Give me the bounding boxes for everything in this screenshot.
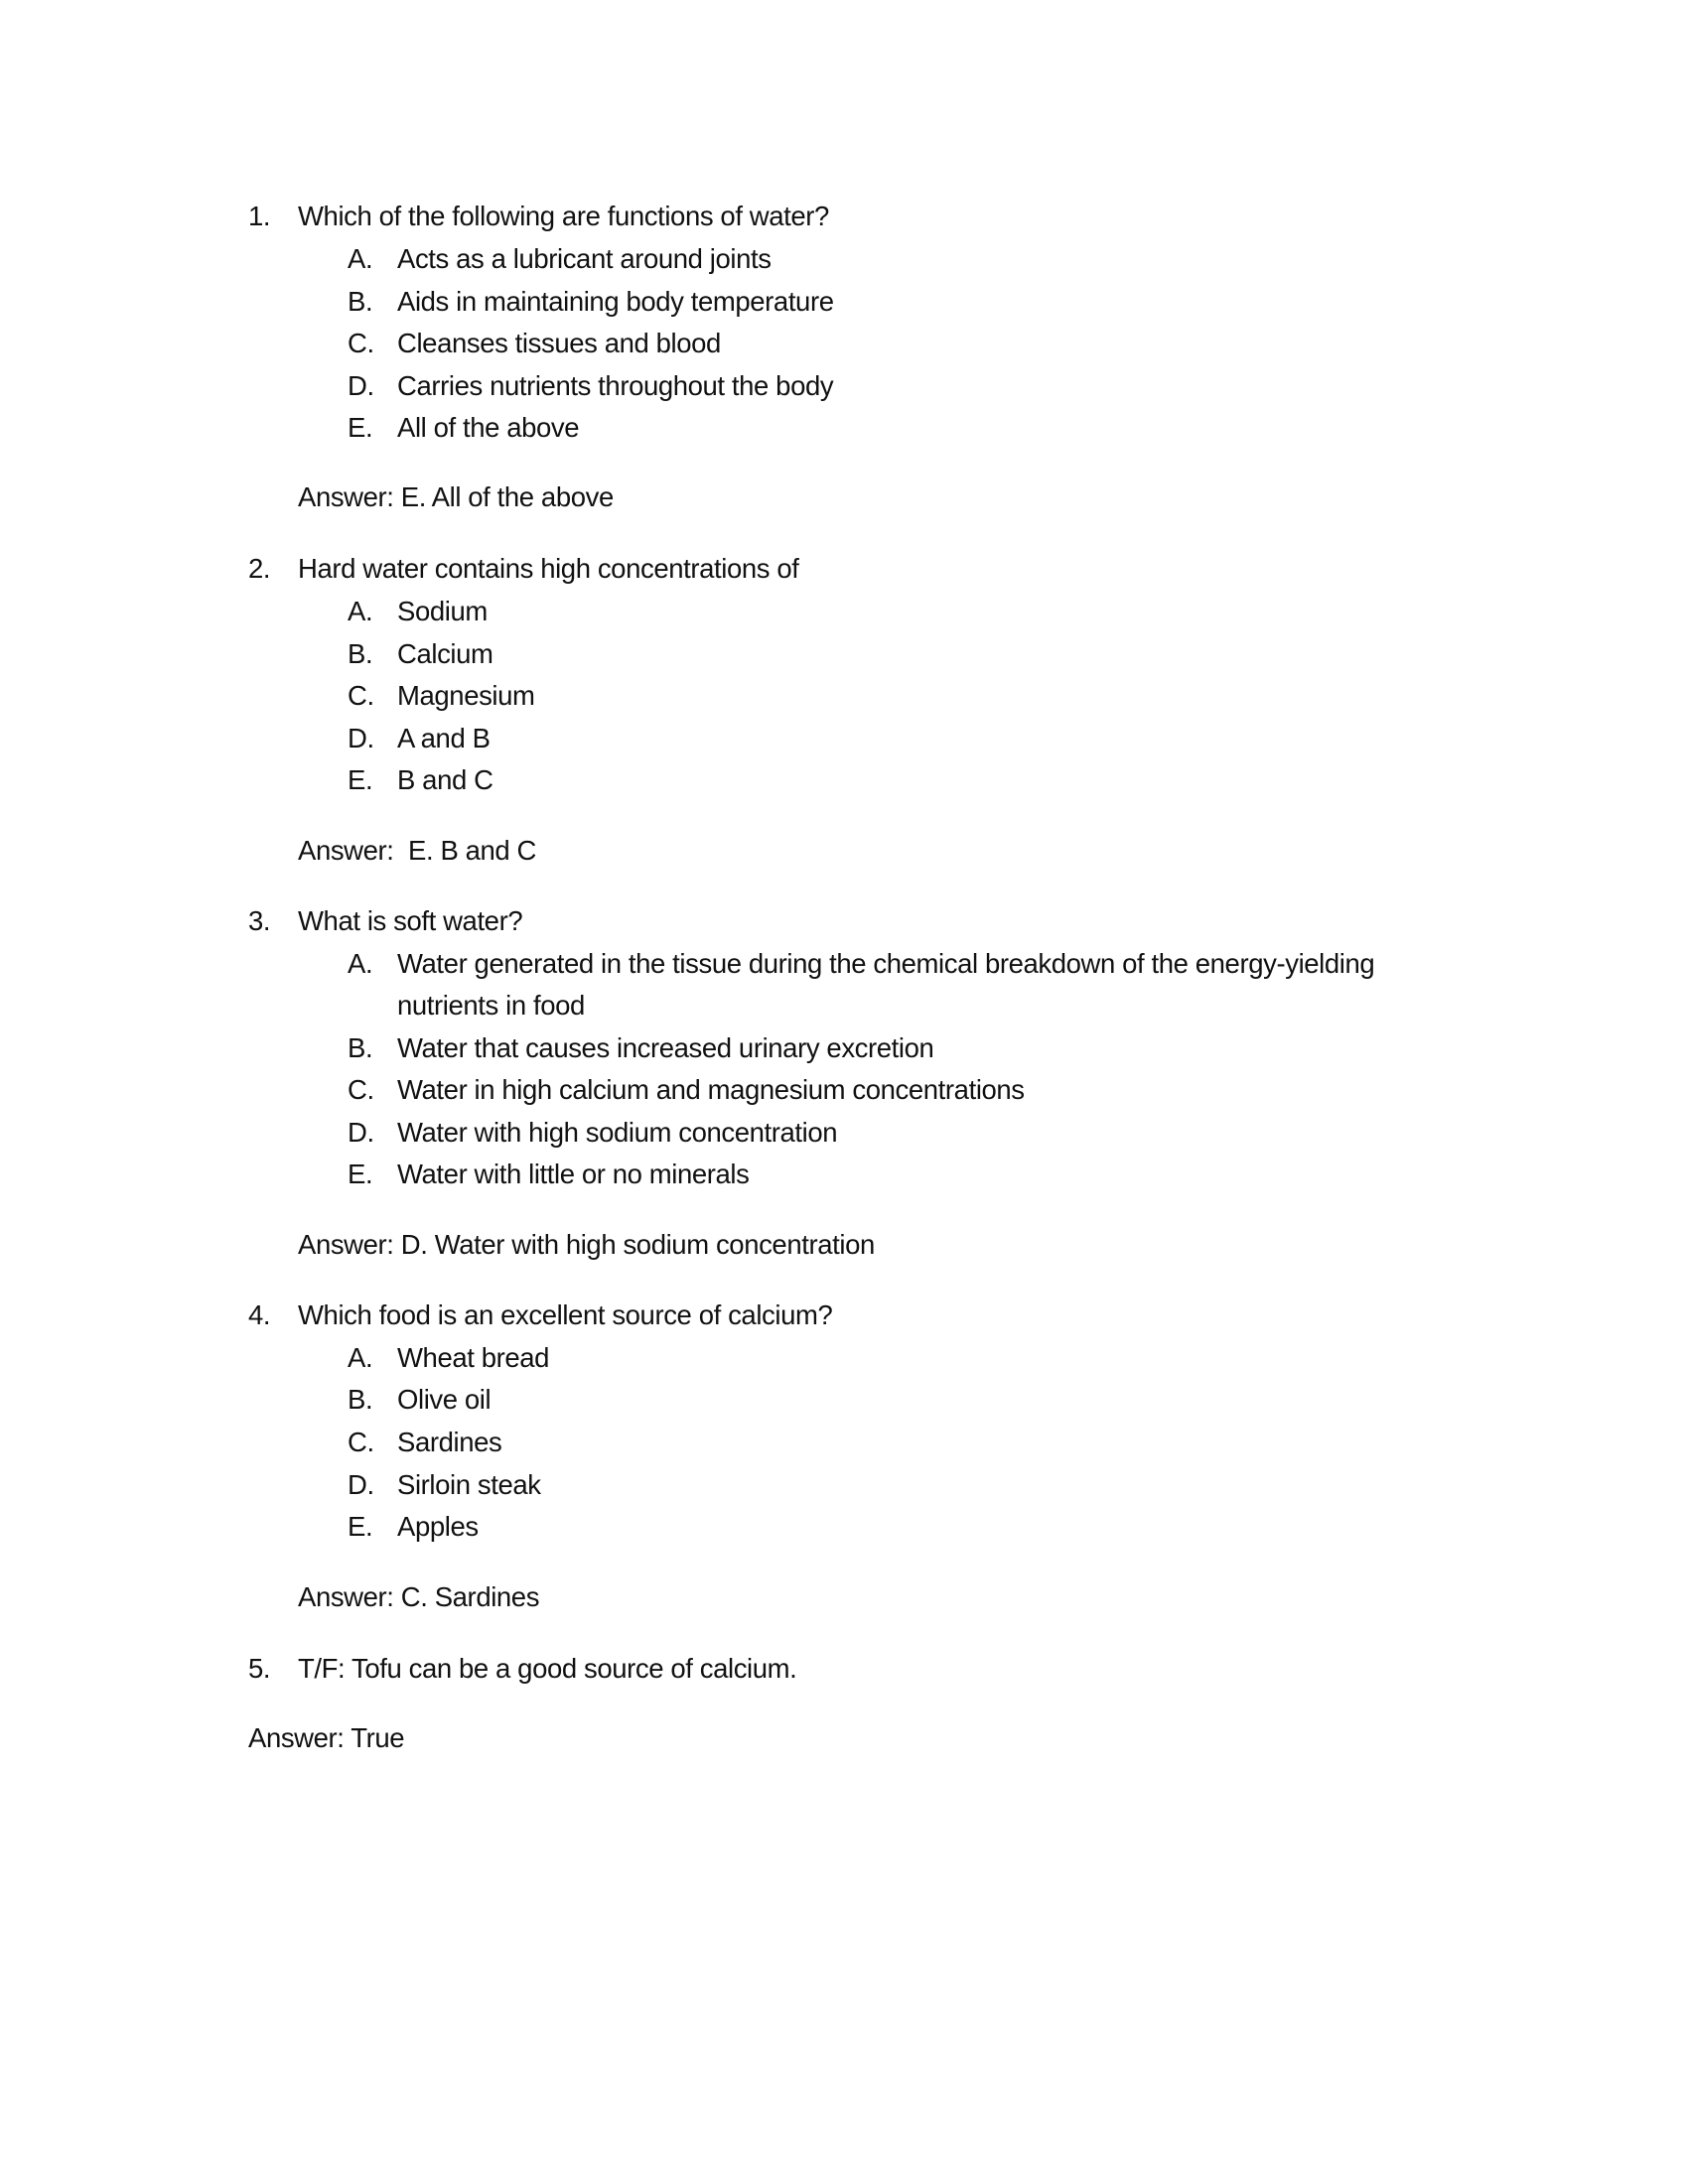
option-text: Apples [397,1511,479,1542]
option-text: Sardines [397,1427,502,1457]
option-text: Carries nutrients throughout the body [397,370,834,401]
question-text: Which food is an excellent source of calcium? [298,1299,833,1330]
option-text: Water with high sodium concentration [397,1117,838,1148]
option-text: Wheat bread [397,1342,550,1373]
option-text: Aids in maintaining body temperature [397,286,834,317]
option-label: E. [348,764,373,795]
question-text: What is soft water? [298,905,523,936]
option-label: D. [348,1469,374,1500]
option-label: C. [348,328,374,358]
option-label: A. [348,948,373,979]
option-label: C. [348,1427,374,1457]
option-label: B. [348,1032,373,1063]
option-text: Sodium [397,596,488,626]
option-text: Water in high calcium and magnesium concentrations [397,1074,1025,1105]
option-label: A. [348,243,373,274]
question-number: 2. [248,553,271,584]
option-label: C. [348,1074,374,1105]
answer-text: Answer: E. B and C [298,835,537,866]
option-text: Olive oil [397,1384,492,1415]
option-label: B. [348,638,373,669]
option-label: B. [348,1384,373,1415]
option-label: A. [348,1342,373,1373]
option-label: A. [348,596,373,626]
option-label: D. [348,723,374,753]
question-number: 1. [248,201,271,231]
option-label: E. [348,412,373,443]
option-label: B. [348,286,373,317]
question-text: Hard water contains high concentrations of [298,553,799,584]
answer-text: Answer: True [248,1722,405,1753]
option-text: nutrients in food [397,990,585,1021]
option-label: C. [348,680,374,711]
question-number: 5. [248,1653,271,1684]
option-text: Water generated in the tissue during the chemical breakdown of the energy-yielding [397,948,1375,979]
question-text: Which of the following are functions of water? [298,201,829,231]
option-text: A and B [397,723,491,753]
question-number: 3. [248,905,271,936]
option-label: D. [348,1117,374,1148]
answer-text: Answer: C. Sardines [298,1581,540,1612]
option-text: B and C [397,764,493,795]
option-text: Sirloin steak [397,1469,541,1500]
answer-text: Answer: D. Water with high sodium concentration [298,1229,875,1260]
answer-text: Answer: E. All of the above [298,481,614,512]
option-text: Acts as a lubricant around joints [397,243,772,274]
option-text: Cleanses tissues and blood [397,328,721,358]
option-text: All of the above [397,412,580,443]
option-text: Water that causes increased urinary excretion [397,1032,934,1063]
option-label: E. [348,1159,373,1189]
option-text: Calcium [397,638,493,669]
option-label: D. [348,370,374,401]
option-text: Magnesium [397,680,535,711]
option-text: Water with little or no minerals [397,1159,750,1189]
question-number: 4. [248,1299,271,1330]
option-label: E. [348,1511,373,1542]
question-text: T/F: Tofu can be a good source of calcium. [298,1653,797,1684]
